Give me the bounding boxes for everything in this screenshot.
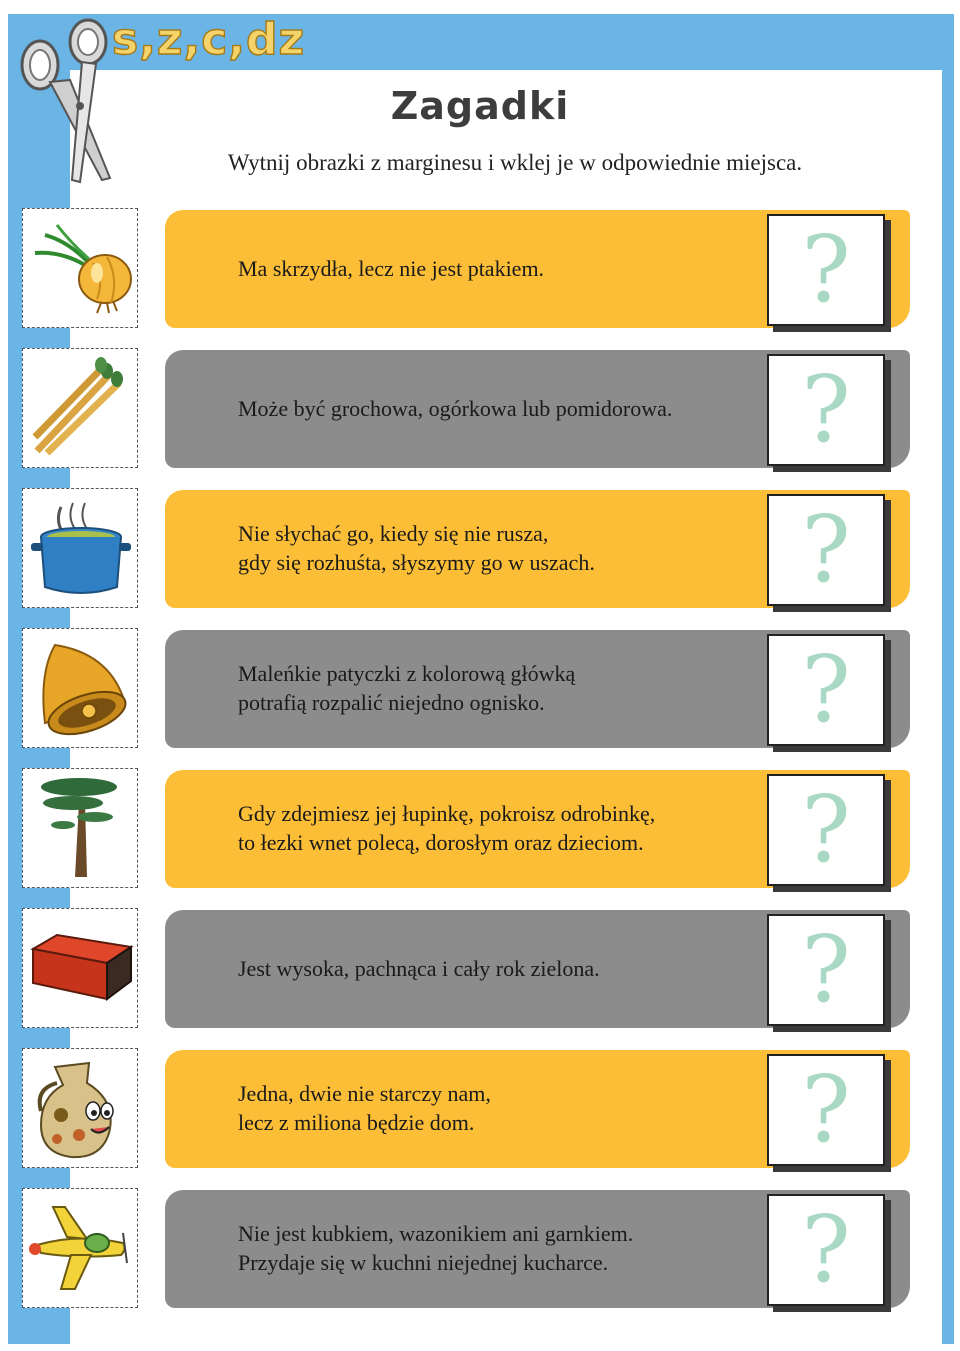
riddle-text: Ma skrzydła, lecz nie jest ptakiem. — [238, 255, 545, 281]
question-mark: ? — [801, 1196, 851, 1303]
riddle-text: Nie jest kubkiem, wazonikiem ani garnkiem. Przydaje się w kuchni niejednej kucharce. — [238, 1221, 634, 1275]
cutout-card-bell[interactable] — [22, 628, 138, 748]
question-mark: ? — [801, 916, 851, 1023]
riddle-text: Gdy zdejmiesz jej łupinkę, pokroisz odrobinkę, to łezki wnet polecą, dorosłym oraz dzieciom. — [238, 801, 656, 855]
cutout-card-brick[interactable] — [22, 908, 138, 1028]
riddle-row-1 — [0, 208, 960, 338]
answer-box[interactable] — [767, 1194, 885, 1306]
cutout-card-airplane[interactable] — [22, 1188, 138, 1308]
riddle-row-8 — [0, 1188, 960, 1318]
answer-box[interactable] — [767, 494, 885, 606]
onion-icon — [27, 213, 135, 323]
riddle-row-5 — [0, 768, 960, 898]
pine-tree-icon — [27, 773, 135, 883]
answer-box[interactable] — [767, 914, 885, 1026]
soup-pot-icon — [27, 493, 135, 603]
answer-box[interactable] — [767, 1054, 885, 1166]
riddle-row-7 — [0, 1048, 960, 1178]
riddle-row-3 — [0, 488, 960, 618]
riddle-row-2 — [0, 348, 960, 478]
question-mark: ? — [801, 776, 851, 883]
question-mark: ? — [801, 356, 851, 463]
question-mark: ? — [801, 636, 851, 743]
answer-box[interactable] — [767, 354, 885, 466]
riddle-text: Może być grochowa, ogórkowa lub pomidorowa. — [238, 395, 673, 421]
cutout-card-pine-tree[interactable] — [22, 768, 138, 888]
jug-icon — [27, 1053, 135, 1163]
riddle-text: Jedna, dwie nie starczy nam, lecz z miliona będzie dom. — [238, 1081, 491, 1135]
cutout-card-onion[interactable] — [22, 208, 138, 328]
airplane-icon — [27, 1193, 135, 1303]
question-mark: ? — [801, 216, 851, 323]
riddle-text: Maleńkie patyczki z kolorową główką potrafią rozpalić niejedno ognisko. — [238, 661, 576, 715]
riddle-row-4 — [0, 628, 960, 758]
cutout-card-soup-pot[interactable] — [22, 488, 138, 608]
riddle-row-6 — [0, 908, 960, 1038]
bell-icon — [27, 633, 135, 743]
page-title: Zagadki — [390, 84, 570, 128]
brick-icon — [27, 913, 135, 1023]
answer-box[interactable] — [767, 634, 885, 746]
answer-box[interactable] — [767, 774, 885, 886]
question-mark: ? — [801, 1056, 851, 1163]
topic-logo: s,z,c,dz — [112, 14, 306, 65]
riddle-text: Jest wysoka, pachnąca i cały rok zielona. — [238, 955, 600, 981]
question-mark: ? — [801, 496, 851, 603]
answer-box[interactable] — [767, 214, 885, 326]
cutout-card-matches[interactable] — [22, 348, 138, 468]
riddle-text: Nie słychać go, kiedy się nie rusza, gdy się rozhuśta, słyszymy go w uszach. — [238, 521, 595, 575]
instruction-text: Wytnij obrazki z marginesu i wklej je w odpowiednie miejsca. — [227, 150, 803, 175]
cutout-card-jug[interactable] — [22, 1048, 138, 1168]
matches-icon — [27, 353, 135, 463]
